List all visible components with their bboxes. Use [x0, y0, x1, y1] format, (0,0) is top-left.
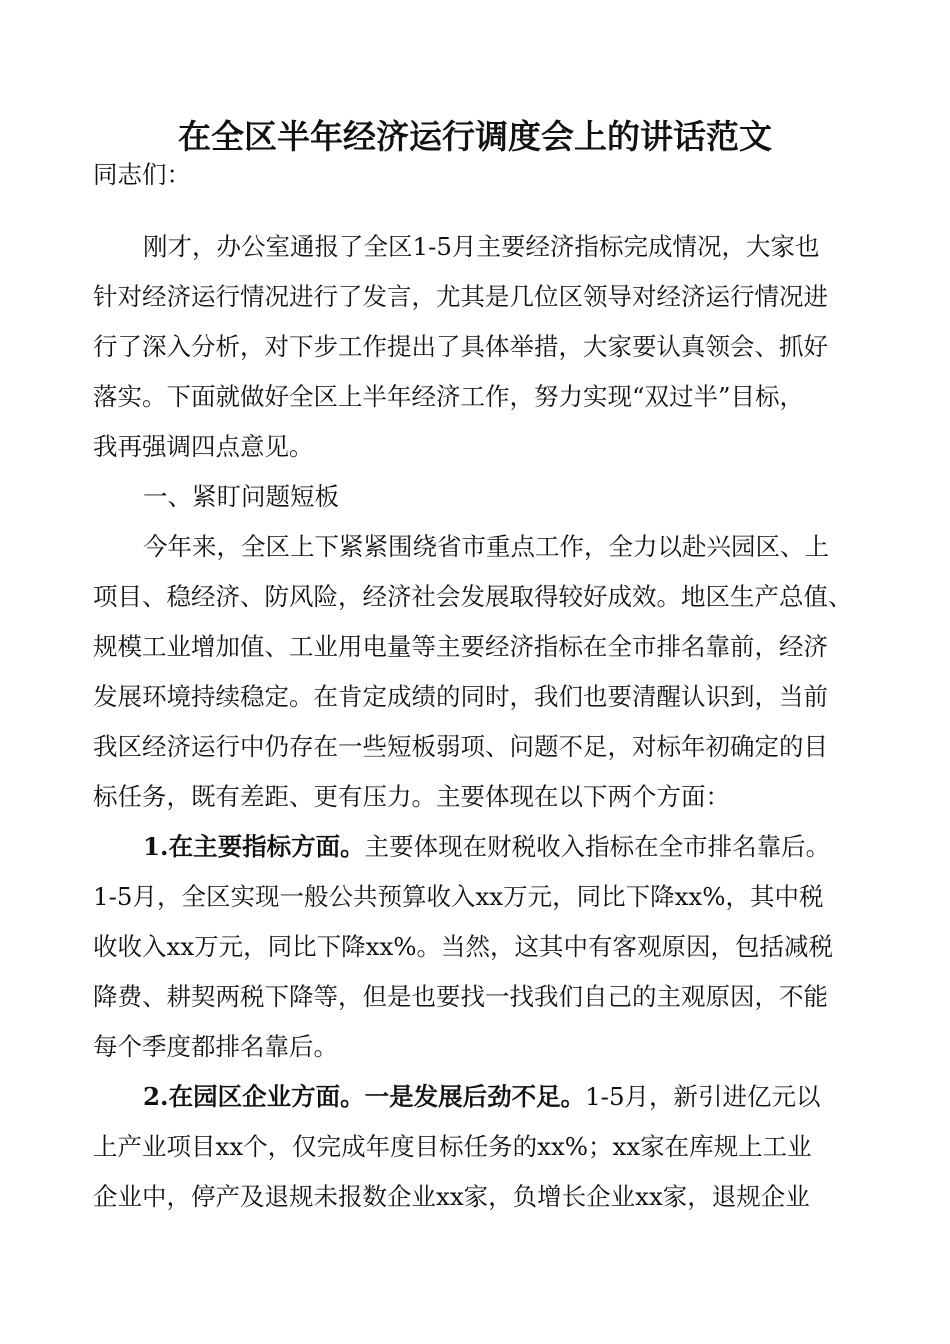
point-1-lead: 1.在主要指标方面。	[143, 832, 365, 861]
point-2-text: 1-5月，新引进亿元以	[585, 1082, 821, 1111]
point-1-first-line	[143, 822, 830, 872]
intro-line: 针对经济运行情况进行了发言，尤其是几位区领导对经济运行情况进	[93, 282, 828, 311]
section-heading: 一、紧盯问题短板	[143, 482, 339, 511]
body-line: 每个季度都排名靠后。	[93, 1032, 338, 1061]
body-line: 规模工业增加值、工业用电量等主要经济指标在全市排名靠前，经济	[93, 632, 828, 661]
body-line: 降费、耕契两税下降等，但是也要找一找我们自己的主观原因，不能	[93, 982, 828, 1011]
intro-line: 我再强调四点意见。	[93, 432, 314, 461]
point-2-lead: 2.在园区企业方面。一是发展后劲不足。	[143, 1082, 586, 1111]
salutation: 同志们：	[93, 160, 191, 189]
point-1-text: 主要体现在财税收入指标在全市排名靠后。	[364, 832, 831, 861]
body-line: 企业中，停产及退规未报数企业xx家，负增长企业xx家，退规企业	[93, 1182, 810, 1211]
body-line: 上产业项目xx个，仅完成年度目标任务的xx%；xx家在库规上工业	[93, 1132, 812, 1161]
body-line: 发展环境持续稳定。在肯定成绩的同时，我们也要清醒认识到，当前	[93, 682, 828, 711]
body-line: 收收入xx万元，同比下降xx%。当然，这其中有客观原因，包括减税	[93, 932, 834, 961]
intro-line: 刚才，办公室通报了全区1-5月主要经济指标完成情况，大家也	[143, 232, 820, 261]
body-line: 我区经济运行中仍存在一些短板弱项、问题不足，对标年初确定的目	[93, 732, 828, 761]
intro-line: 落实。下面就做好全区上半年经济工作，努力实现“双过半”目标，	[93, 382, 805, 411]
body-line: 项目、稳经济、防风险，经济社会发展取得较好成效。地区生产总值、	[93, 582, 853, 611]
body-line: 1-5月，全区实现一般公共预算收入xx万元，同比下降xx%，其中税	[93, 882, 824, 911]
document-title: 在全区半年经济运行调度会上的讲话范文	[178, 117, 772, 156]
body-line: 今年来，全区上下紧紧围绕省市重点工作，全力以赴兴园区、上	[143, 532, 829, 561]
body-line: 标任务，既有差距、更有压力。主要体现在以下两个方面：	[93, 782, 730, 811]
point-2-first-line	[143, 1072, 821, 1122]
intro-line: 行了深入分析，对下步工作提出了具体举措，大家要认真领会、抓好	[93, 332, 828, 361]
